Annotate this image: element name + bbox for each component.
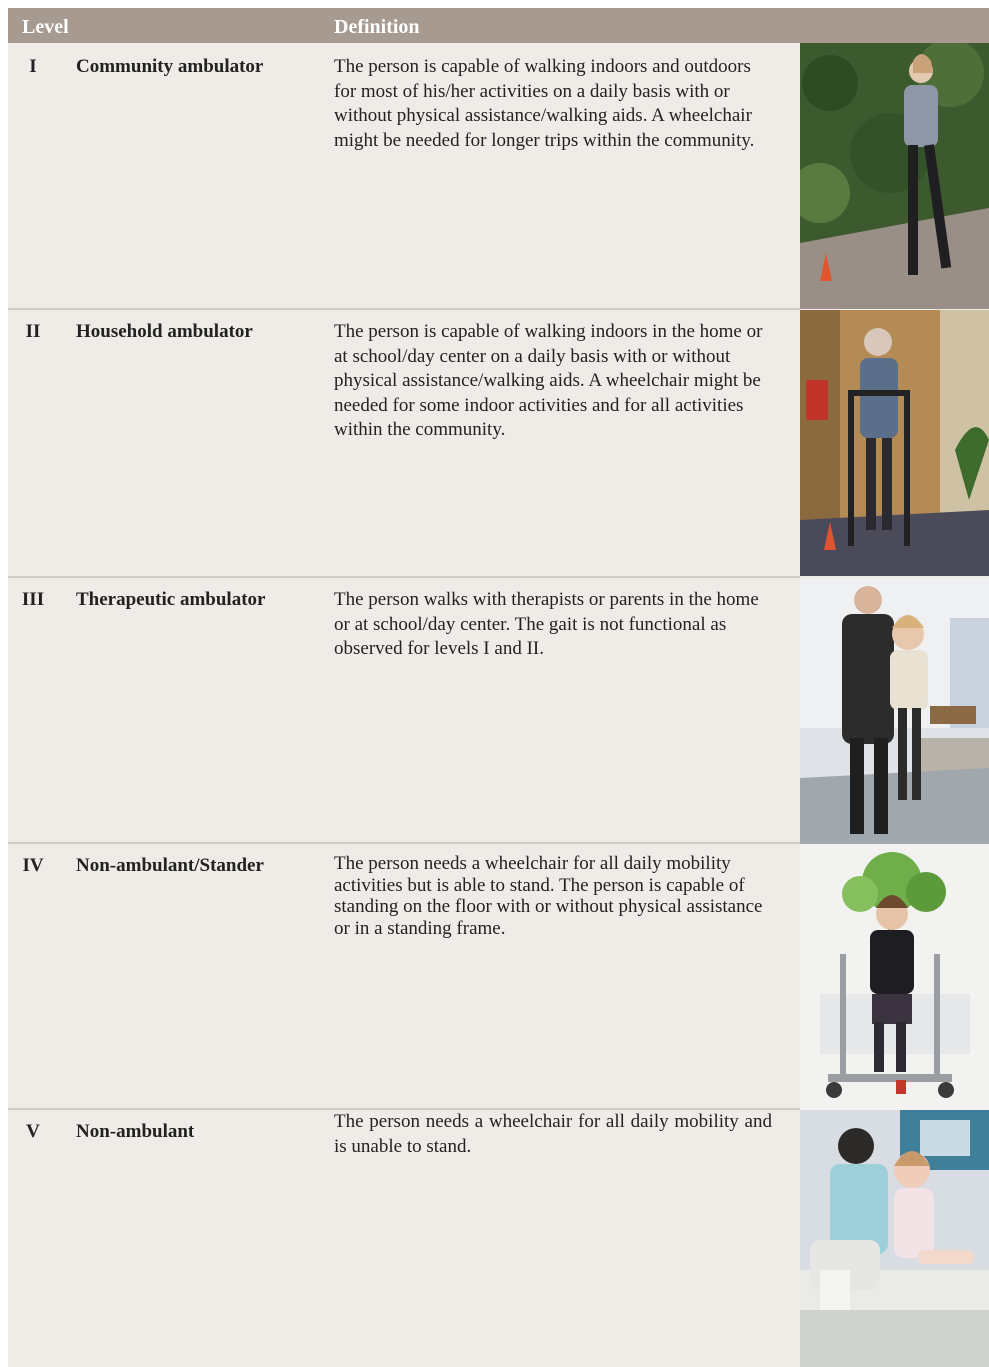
level-definition: The person needs a wheelchair for all daily mobility activities but is able to stand. The person is capable of standing on the floor with or without physical assistance or in a standing frame.	[334, 853, 763, 939]
level-definition: The person is capable of walking indoors and outdoors for most of his/her activities on a daily basis with or without physical assistance/walking aids. A wheelchair might be needed for longer trips within the community.	[334, 56, 755, 151]
table-row	[8, 578, 989, 844]
level-name: Non-ambulant/Stander	[76, 855, 264, 876]
photo-child-in-standing-frame	[800, 844, 989, 1110]
table-header	[8, 8, 989, 43]
level-number: II	[25, 321, 41, 342]
level-name: Non-ambulant	[76, 1121, 195, 1142]
header-definition: Definition	[334, 16, 420, 38]
photo-child-sitting-with-therapist	[800, 1110, 989, 1367]
ambulation-levels-table	[8, 8, 989, 1367]
level-name: Household ambulator	[76, 321, 253, 342]
header-level: Level	[22, 16, 69, 38]
photo-person-walking-outdoors	[800, 43, 989, 309]
level-definition: The person walks with therapists or parents in the home or at school/day center. The gait is not functional as observed for levels I and II.	[334, 589, 759, 659]
table-row	[8, 43, 989, 309]
level-definition: The person is capable of walking indoors in the home or at school/day center on a daily basis with or without physical assistance/walking aids. A wheelchair might be needed for some indoor activities and for all activities within the community.	[334, 321, 763, 440]
photo-child-supported-by-therapist	[800, 578, 989, 844]
table-row	[8, 310, 989, 576]
level-name: Therapeutic ambulator	[76, 589, 266, 610]
level-number: IV	[22, 855, 44, 876]
table-row	[8, 844, 989, 1110]
level-number: I	[29, 56, 37, 77]
table-row	[8, 1110, 989, 1367]
level-number: III	[21, 589, 45, 610]
level-number: V	[26, 1121, 40, 1142]
level-name: Community ambulator	[76, 56, 264, 77]
photo-person-with-walker-indoors	[800, 310, 989, 576]
level-definition: The person needs a wheelchair for all daily mobility and is unable to stand.	[334, 1111, 772, 1157]
